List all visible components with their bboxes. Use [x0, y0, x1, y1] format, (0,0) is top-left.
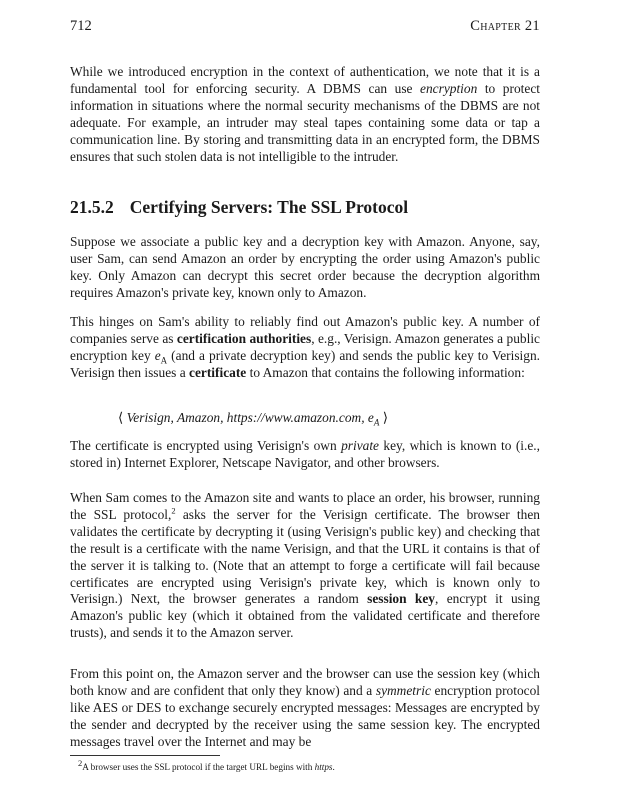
certificate-tuple: ⟨ Verisign, Amazon, https://www.amazon.com, $e_A$ ⟩ [118, 410, 388, 428]
section-heading [70, 196, 540, 218]
section-number: 21.5.2 [70, 197, 114, 217]
emphasis-https: https [314, 762, 333, 772]
paragraph-symmetric-encryption: From this point on, the Amazon server and the browser can use the session key (which both know and are confident that only they know) and a symmetric encryption protocol like AES or DES to exchange securely encrypted messages: Messages are encrypted by the sender and decrypted by the receiver using the same session key. The encrypted messages travel over the Internet and may be [70, 666, 540, 749]
footnote: $^2$A browser uses the SSL protocol if the target URL begins with https. [78, 757, 335, 772]
term-certification-authorities: certification authorities [176, 330, 312, 346]
paragraph-verisign-private-key: The certificate is encrypted using Verisign's own private key, which is known to (i.e., stored in) Internet Explorer, Netscape Navigator, and other browsers. [70, 438, 540, 470]
term-session-key: session key [367, 591, 435, 607]
emphasis-encryption: encryption [420, 80, 478, 96]
section-title: Certifying Servers: The SSL Protocol [129, 197, 409, 217]
math-key-subscript: A [160, 355, 168, 366]
footnote-rule [70, 755, 220, 756]
term-certificate: certificate [189, 364, 247, 380]
emphasis-private: private [341, 438, 379, 453]
paragraph-ssl-protocol: When Sam comes to the Amazon site and wants to place an order, his browser, running the SSL protocol,$^2$ asks the server for the Verisign certificate. The browser then validates the certificate by decrypting it (using Verisign's public key) and checking that the result is a certificate with the name Verisign, and that the URL it contains is that of the server it is talking to. (Note that an attempt to forge a certificate will fail because certificates are encrypted using Verisign's private key, which is known only to Verisign.) Next, the browser generates a random session key, encrypt it using Amazon's public key (which it obtained from the validated certificate and therefore trusts), and sends it to the Amazon server. [70, 490, 540, 641]
math-key: e [154, 347, 161, 363]
chapter-title: Chapter 21 [470, 18, 540, 34]
paragraph-certification-authorities: This hinges on Sam's ability to reliably find out Amazon's public key. A number of companies serve as certification authorities, e.g., Verisign. Amazon generates a public encryption key $e_A$ (and a private decryption key) and sends the public key to Verisign. Verisign then issues a certificate to Amazon that contains the following information: [70, 314, 540, 380]
emphasis-symmetric: symmetric [375, 682, 431, 698]
page-number: 712 [70, 18, 92, 34]
paragraph-encryption-intro: While we introduced encryption in the context of authentication, we note that it is a fundamental tool for enforcing security. A DBMS can use encryption to protect information in situations where the normal security mechanisms of the DBMS are not adequate. For example, an intruder may steal tapes containing some data or tap a communication line. By storing and transmitting data in an encrypted form, the DBMS ensures that such stolen data is not intelligible to the intruder. [70, 64, 540, 164]
footnote-marker: 2 [171, 505, 176, 516]
paragraph-public-key: Suppose we associate a public key and a decryption key with Amazon. Anyone, say, user Sam, can send Amazon an order by encrypting the order using Amazon's public key. Only Amazon can decrypt this secret order because the decryption algorithm requires Amazon's private key, known only to Amazon. [70, 234, 540, 300]
running-header [70, 18, 540, 38]
